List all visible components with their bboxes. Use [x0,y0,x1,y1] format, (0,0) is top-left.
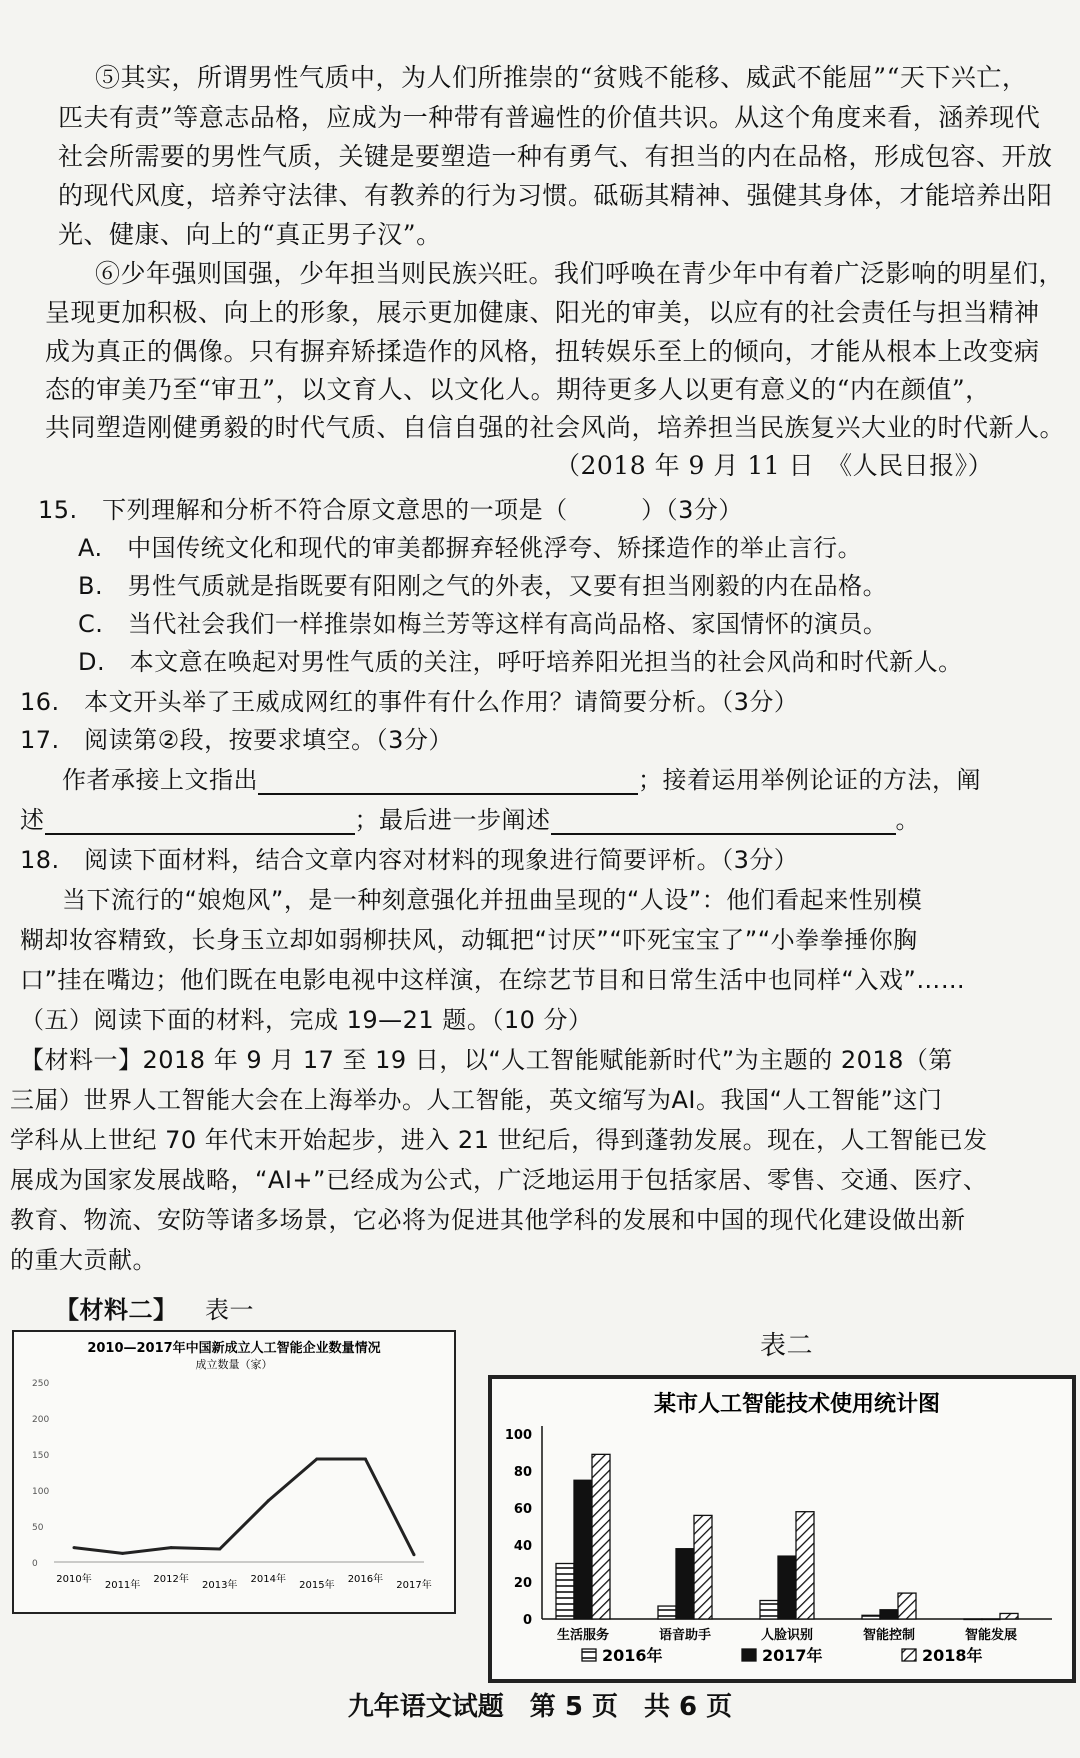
data-point [413,1553,416,1556]
data-point [267,1499,270,1502]
y-tick-label: 0 [32,1559,38,1569]
x-tick-label: 2017年 [396,1580,432,1591]
y-tick-label: 100 [32,1487,50,1497]
q17-text-a: 作者承接上文指出 [62,766,258,794]
legend-label: 2016年 [602,1646,663,1665]
material-2-label: 【材料二】 [55,1296,178,1324]
question-15: 15. 下列理解和分析不符合原文意思的一项是（ ）（3分） [38,496,743,524]
material-1-line: 【材料一】2018 年 9 月 17 至 19 日，以“人工智能赋能新时代”为主题的 2018（第 [20,1046,953,1074]
bar-chart-frame [488,1375,1076,1683]
legend-swatch [902,1649,916,1661]
q18-material-line: 当下流行的“娘炮风”，是一种刻意强化并扭曲呈现的“人设”：他们看起来性别模 [62,886,923,914]
bar-2018年 [1000,1613,1018,1619]
material-1-line: 学科从上世纪 70 年代末开始起步，进入 21 世纪后，得到蓬勃发展。现在，人工智能已发 [10,1126,988,1154]
paragraph-6-line: 呈现更加积极、向上的形象，展示更加健康、阳光的审美，以应有的社会责任与担当精神 [45,298,1040,327]
q15-option-b: B. 男性气质就是指既要有阳刚之气的外表，又要有担当刚毅的内在品格。 [78,572,888,600]
bar-2017年 [778,1556,796,1619]
bar-2016年 [862,1615,880,1619]
bar-2017年 [982,1619,1000,1620]
y-tick-label: 0 [522,1613,532,1628]
q15-option-a: A. 中国传统文化和现代的审美都摒弃轻佻浮夸、矫揉造作的举止言行。 [78,534,863,562]
x-tick-label: 2010年 [56,1574,92,1585]
q17-text-d: ；最后进一步阐述 [354,806,551,834]
bar-chart [492,1379,1072,1679]
y-axis-label: 成立数量（家） [195,1358,273,1371]
bar-2017年 [676,1549,694,1619]
y-tick-label: 250 [32,1379,50,1389]
x-tick-label: 智能控制 [862,1628,916,1643]
paragraph-5-line: 社会所需要的男性气质，关键是要塑造一种有勇气、有担当的内在品格，形成包容、开放 [58,142,1053,171]
question-17: 17. 阅读第②段，按要求填空。（3分） [20,726,453,754]
y-tick-label: 80 [513,1465,532,1480]
chart-title: 某市人工智能技术使用统计图 [653,1392,941,1417]
paragraph-5-line: 光、健康、向上的“真正男子汉”。 [58,220,442,249]
x-tick-label: 生活服务 [556,1628,610,1643]
y-tick-label: 200 [32,1415,50,1425]
material-1-line: 展成为国家发展战略，“AI+”已经成为公式，广泛地运用于包括家居、零售、交通、医疗、 [10,1166,988,1194]
section-5-heading: （五）阅读下面的材料，完成 19—21 题。（10 分） [20,1006,593,1034]
q18-material-line: 口”挂在嘴边；他们既在电影电视中这样演，在综艺节目和日常生活中也同样“入戏”…… [20,966,966,994]
x-tick-label: 2015年 [299,1580,335,1591]
line-chart [14,1332,454,1612]
q15-option-c: C. 当代社会我们一样推崇如梅兰芳等这样有高尚品格、家国情怀的演员。 [78,610,888,638]
legend-swatch [582,1649,596,1661]
y-tick-label: 40 [513,1539,532,1554]
question-16: 16. 本文开头举了王威成网红的事件有什么作用？请简要分析。（3分） [20,688,799,716]
bar-2016年 [658,1606,676,1619]
legend-label: 2018年 [922,1646,983,1665]
bar-2018年 [694,1515,712,1619]
bar-2017年 [574,1480,592,1619]
data-point [218,1548,221,1551]
table-2-label: 表二 [760,1331,814,1361]
q17-text-b: ；接着运用举例论证的方法，阐 [638,766,981,794]
q17-text-e: 。 [895,806,920,834]
q17-fill-line-2 [20,800,920,835]
data-point [170,1546,173,1549]
x-tick-label: 语音助手 [658,1628,712,1643]
y-tick-label: 50 [32,1523,44,1533]
paragraph-5-line: 匹夫有责”等意志品格，应成为一种带有普遍性的价值共识。从这个角度来看，涵养现代 [58,103,1041,132]
bar-2017年 [880,1610,898,1619]
page-footer: 九年语文试题 第 5 页 共 6 页 [347,1692,733,1722]
q15-option-d: D. 本文意在唤起对男性气质的关注，呼吁培养阳光担当的社会风尚和时代新人。 [78,648,963,676]
line-chart-frame [12,1330,456,1614]
data-point [73,1546,76,1549]
series-line [74,1459,414,1555]
data-point [315,1458,318,1461]
x-tick-label: 智能发展 [964,1628,1018,1643]
bar-2018年 [796,1512,814,1619]
q17-fill-line-1 [62,760,981,795]
answer-blank-2[interactable] [45,807,355,835]
x-tick-label: 2011年 [104,1580,141,1591]
bar-2016年 [556,1564,574,1620]
bar-2016年 [964,1619,982,1620]
x-tick-label: 人脸识别 [760,1628,814,1643]
question-18: 18. 阅读下面材料，结合文章内容对材料的现象进行简要评析。（3分） [20,846,799,874]
paragraph-6-line: 共同塑造刚健勇毅的时代气质、自信自强的社会风尚，培养担当民族复兴大业的时代新人。 [45,413,1066,442]
legend-swatch [742,1649,756,1661]
bar-2018年 [898,1593,916,1619]
chart-title: 2010—2017年中国新成立人工智能企业数量情况 [87,1341,381,1356]
table-1-label: 表一 [205,1296,254,1324]
material-1-line: 教育、物流、安防等诸多场景，它必将为促进其他学科的发展和中国的现代化建设做出新 [10,1206,966,1234]
legend-label: 2017年 [762,1646,823,1665]
x-tick-label: 2014年 [250,1574,287,1585]
paragraph-6-line: 态的审美乃至“审丑”，以文育人、以文化人。期待更多人以更有意义的“内在颜值”， [45,375,991,404]
paragraph-6-line: 成为真正的偶像。只有摒弃矫揉造作的风格，扭转娱乐至上的倾向，才能从根本上改变病 [45,337,1040,366]
paragraph-5-line: 的现代风度，培养守法律、有教养的行为习惯。砥砺其精神、强健其身体，才能培养出阳 [58,181,1053,210]
q17-text-c: 述 [20,806,45,834]
y-tick-label: 20 [513,1576,532,1591]
y-tick-label: 60 [513,1502,532,1517]
source-citation: （2018 年 9 月 11 日 《人民日报》） [555,451,994,480]
data-point [364,1458,367,1461]
y-tick-label: 150 [32,1451,50,1461]
x-tick-label: 2013年 [201,1580,238,1591]
bar-2018年 [592,1454,610,1619]
paragraph-5-line: ⑤其实，所谓男性气质中，为人们所推崇的“贫贱不能移、威武不能屈”“天下兴亡， [95,63,1028,92]
y-tick-label: 100 [504,1428,532,1443]
answer-blank-3[interactable] [551,807,896,835]
material-1-line: 的重大贡献。 [10,1246,157,1274]
data-point [121,1552,124,1555]
material-1-line: 三届）世界人工智能大会在上海举办。人工智能，英文缩写为AI。我国“人工智能”这门 [10,1086,943,1114]
answer-blank-1[interactable] [258,767,638,795]
bar-2016年 [760,1601,778,1620]
x-tick-label: 2016年 [347,1574,384,1585]
paragraph-6-line: ⑥少年强则国强，少年担当则民族兴旺。我们呼唤在青少年中有着广泛影响的明星们， [95,259,1065,288]
q18-material-line: 糊却妆容精致，长身玉立却如弱柳扶风，动辄把“讨厌”“吓死宝宝了”“小拳拳捶你胸 [20,926,918,954]
x-tick-label: 2012年 [153,1574,189,1585]
